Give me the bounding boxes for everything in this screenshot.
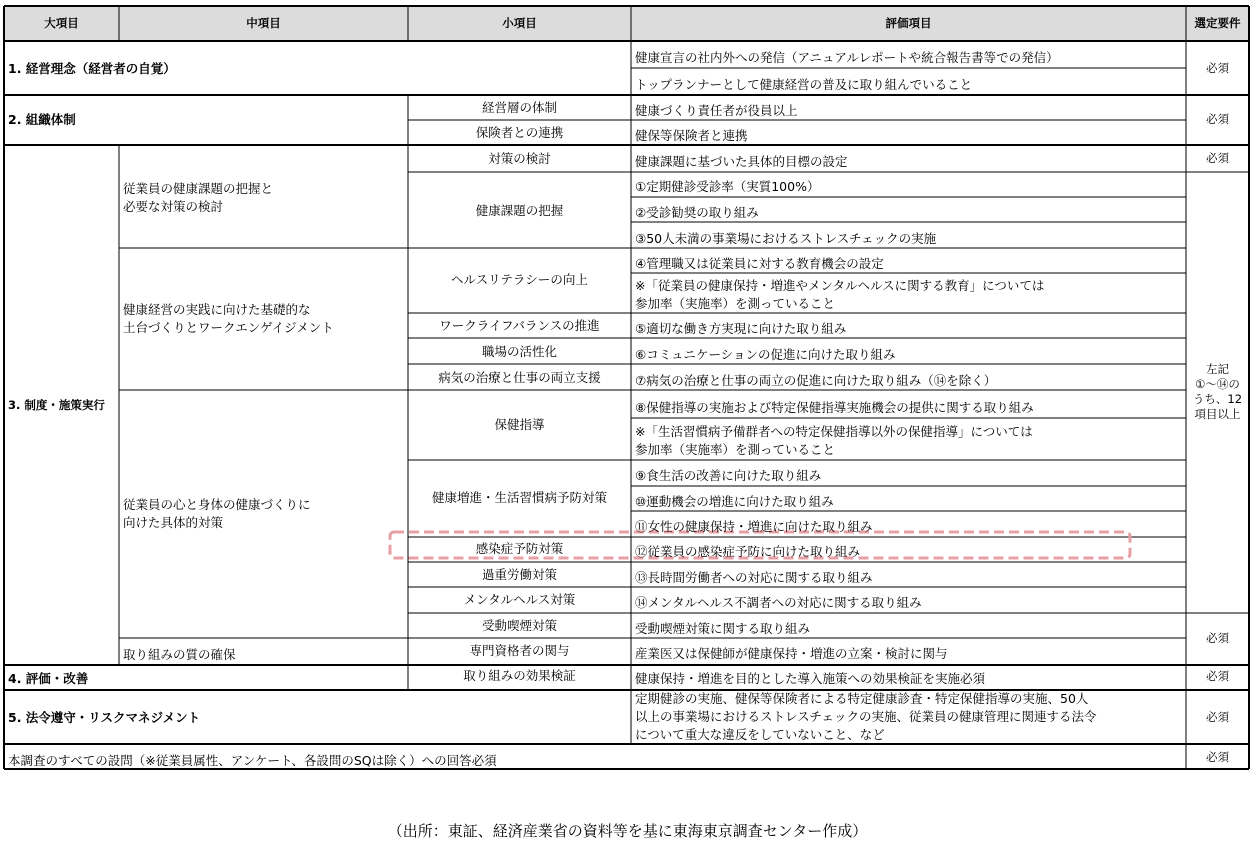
header-criteria: 評価項目 <box>885 16 932 30</box>
criteria-5: ⑤適切な働き方実現に向けた取り組み <box>635 321 847 336</box>
header-major: 大項目 <box>44 16 79 30</box>
criteria-2: ②受診勧奨の取り組み <box>635 205 759 220</box>
header-requirement: 選定要件 <box>1194 16 1241 30</box>
row4-major: 4. 評価・改善 <box>8 671 89 686</box>
row2-major: 2. 組織体制 <box>8 112 76 127</box>
criteria-10: ⑩運動機会の増進に向けた取り組み <box>635 494 834 509</box>
minor-mental: メンタルヘルス対策 <box>463 592 576 607</box>
minor-senmon: 専門資格者の関与 <box>469 643 570 658</box>
group3-label-line1: 従業員の心と身体の健康づくりに <box>123 497 311 512</box>
row5-criteria-line1: 定期健診の実施、健保等保険者による特定健康診査・特定保健指導の実施、50人 <box>635 691 1089 706</box>
row4-requirement: 必須 <box>1206 669 1229 683</box>
criteria-3: ③50人未満の事業場におけるストレスチェックの実施 <box>635 231 937 246</box>
minor-kansen: 感染症予防対策 <box>475 541 564 556</box>
minor-kento: 対策の検討 <box>488 151 551 166</box>
row5-requirement: 必須 <box>1206 710 1229 724</box>
requirement-12-items-line2: ①～⑭の <box>1195 377 1240 391</box>
criteria-8-note-line1: ※「生活習慣病予備群者への特定保健指導以外の保健指導」については <box>635 424 1033 439</box>
criteria-6: ⑥コミュニケーションの促進に向けた取り組み <box>635 347 896 362</box>
criteria-12: ⑫従業員の感染症予防に向けた取り組み <box>635 544 861 559</box>
row6-text: 本調査のすべての設問（※従業員属性、アンケート、各設問のSQは除く）への回答必須 <box>8 753 497 768</box>
criteria-senmon: 産業医又は保健師が健康保持・増進の立案・検討に関与 <box>635 646 948 661</box>
group2-label-line1: 健康経営の実践に向けた基礎的な <box>123 302 311 317</box>
group1-label-line2: 必要な対策の検討 <box>123 199 224 214</box>
criteria-4-note-line2: 参加率（実施率）を測っていること <box>635 296 836 311</box>
row2-criteria-1: 健康づくり責任者が役員以上 <box>635 103 798 118</box>
minor-judo: 受動喫煙対策 <box>481 618 557 633</box>
minor-ryoritsu: 病気の治療と仕事の両立支援 <box>438 370 601 385</box>
criteria-4: ④管理職又は従業員に対する教育機会の設定 <box>635 256 884 271</box>
criteria-4-note-line1: ※「従業員の健康保持・増進やメンタルヘルスに関する教育」については <box>635 278 1045 293</box>
minor-haaku: 健康課題の把握 <box>475 203 564 218</box>
criteria-11: ⑪女性の健康保持・増進に向けた取り組み <box>635 519 873 534</box>
minor-wlb: ワークライフバランスの推進 <box>439 318 600 333</box>
group1-label-line1: 従業員の健康課題の把握と <box>123 181 274 196</box>
criteria-kento: 健康課題に基づいた具体的目標の設定 <box>635 154 848 169</box>
criteria-judo: 受動喫煙対策に関する取り組み <box>635 621 811 636</box>
row4-minor: 取り組みの効果検証 <box>463 668 576 683</box>
header-minor: 小項目 <box>502 16 537 30</box>
row2-minor-2: 保険者との連携 <box>475 125 564 140</box>
minor-zoshin: 健康増進・生活習慣病予防対策 <box>431 490 607 505</box>
criteria-13: ⑬長時間労働者への対応に関する取り組み <box>635 570 873 585</box>
requirement-bottom: 必須 <box>1206 631 1229 645</box>
requirement-12-items-line3: うち、12 <box>1192 392 1243 406</box>
minor-kassei: 職場の活性化 <box>481 344 557 359</box>
criteria-8-note-line2: 参加率（実施率）を測っていること <box>635 442 836 457</box>
source-caption: （出所：東証、経済産業省の資料等を基に東海東京調査センター作成） <box>387 822 868 840</box>
requirement-12-items-line4: 項目以上 <box>1194 407 1241 421</box>
row5-criteria-line3: について重大な違反をしていないこと、など <box>635 727 885 742</box>
row4-criteria: 健康保持・増進を目的とした導入施策への効果検証を実施必須 <box>635 671 986 686</box>
row5-major: 5. 法令遵守・リスクマネジメント <box>8 710 201 725</box>
row1-major: 1. 経営理念（経営者の自覚） <box>8 61 176 76</box>
row6-requirement: 必須 <box>1206 750 1229 764</box>
row1-criteria-2: トップランナーとして健康経営の普及に取り組んでいること <box>635 77 973 92</box>
requirement-12-items-line1: 左記 <box>1206 362 1229 376</box>
criteria-7: ⑦病気の治療と仕事の両立の促進に向けた取り組み（⑭を除く） <box>635 373 997 388</box>
row3-major: 3. 制度・施策実行 <box>8 398 105 412</box>
row1-requirement: 必須 <box>1206 61 1229 75</box>
minor-kaju: 過重労働対策 <box>481 567 557 582</box>
group4-label: 取り組みの質の確保 <box>123 647 236 662</box>
row5-criteria-line2: 以上の事業場におけるストレスチェックの実施、従業員の健康管理に関連する法令 <box>635 709 1097 724</box>
group3-label-line2: 向けた具体的対策 <box>123 515 224 530</box>
criteria-8: ⑧保健指導の実施および特定保健指導実施機会の提供に関する取り組み <box>635 400 1034 415</box>
minor-literacy: ヘルスリテラシーの向上 <box>451 272 588 287</box>
group2-label-line2: 土台づくりとワークエンゲイジメント <box>123 320 334 335</box>
row2-minor-1: 経営層の体制 <box>481 100 557 115</box>
criteria-9: ⑨食生活の改善に向けた取り組み <box>635 468 822 483</box>
criteria-1: ①定期健診受診率（実質100%） <box>635 179 820 194</box>
criteria-14: ⑭メンタルヘルス不調者への対応に関する取り組み <box>635 595 922 610</box>
row2-requirement: 必須 <box>1206 112 1229 126</box>
row2-criteria-2: 健保等保険者と連携 <box>635 128 748 143</box>
minor-hoken: 保健指導 <box>494 417 545 432</box>
requirement-kento: 必須 <box>1206 151 1229 165</box>
header-middle: 中項目 <box>246 16 281 30</box>
row1-criteria-1: 健康宣言の社内外への発信（アニュアルレポートや統合報告書等での発信） <box>635 50 1059 65</box>
